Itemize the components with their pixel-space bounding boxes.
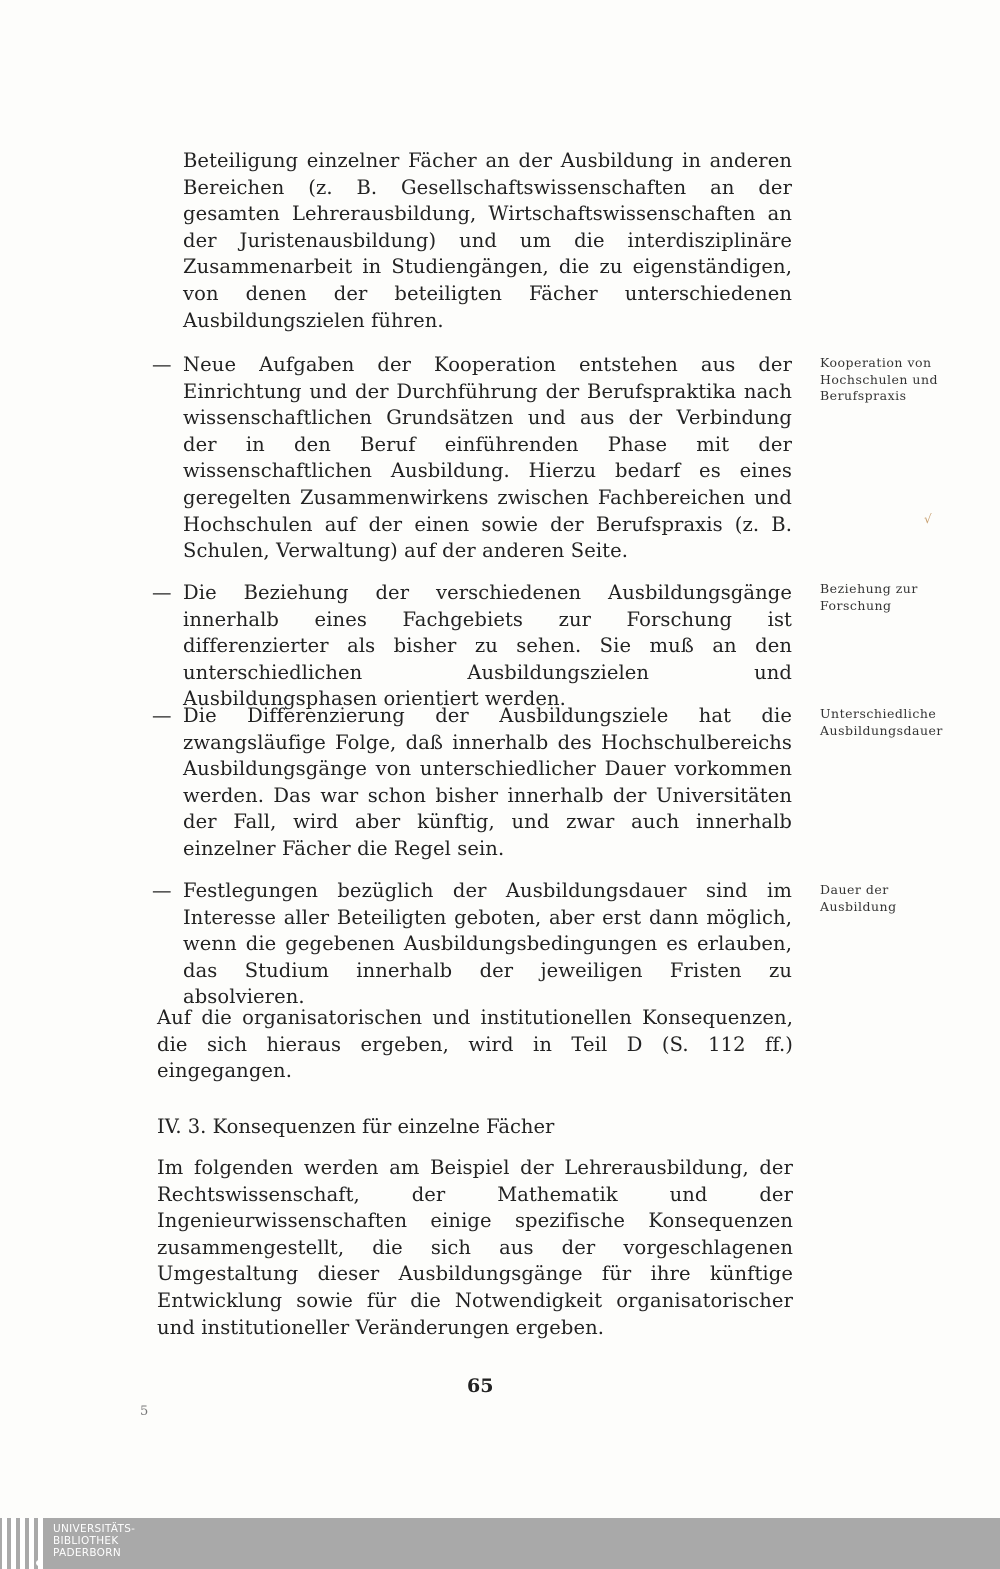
bullet-dash: —: [152, 879, 172, 902]
intro-paragraph: Beteiligung einzelner Fächer an der Ausbildung in anderen Bereichen (z. B. Gesellschaftswissenschaften an der gesamten Lehrerausbildung, Wirtschaftswissenschaften an der Juristenausbildung) und um die interdisziplinäre Zusammenarbeit in Studiengängen, die zu eigenständigen, von denen der beteiligten Fächer unterschiedenen Ausbildungszielen führen.: [183, 149, 792, 332]
closing-paragraph: Auf die organisatorischen und institutionellen Konsequenzen, die sich hieraus ergeben, wird in Teil D (S. 112 ff.) eingegangen.: [157, 1006, 793, 1083]
bullet-dash: —: [152, 704, 172, 727]
margin-note-research: Beziehung zur Forschung: [820, 581, 918, 613]
library-line-3: PADERBORN: [53, 1547, 121, 1560]
logo-dot-icon: [36, 1560, 42, 1566]
bullet-dash: —: [152, 581, 172, 604]
library-footer-bar: [0, 1518, 1000, 1569]
margin-note-duration: Unterschiedliche Ausbildungsdauer: [820, 706, 943, 738]
bullet-duration-text: Die Differenzierung der Ausbildungsziele hat die zwangsläufige Folge, daß innerhalb des Hochschulbereichs Ausbildungsgänge von unterschiedlicher Dauer vorkommen werden. Das war schon bisher innerhalb der Universitäten der Fall, wird aber künftig, und zwar auch innerhalb einzelner Fächer die Regel sein.: [183, 704, 792, 860]
bullet-cooperation-text: Neue Aufgaben der Kooperation entstehen aus der Einrichtung und der Durchführung der Berufspraktika nach wissenschaftlichen Grundsätzen und aus der Verbindung der in den Beruf einführenden Phase mit der wissenschaftlichen Ausbildung. Hierzu bedarf es eines geregelten Zusammenwirkens zwischen Fachbereichen und Hochschulen auf der einen sowie der Berufspraxis (z. B. Schulen, Verwaltung) auf der anderen Seite.: [183, 353, 792, 563]
bullet-research-text: Die Beziehung der verschiedenen Ausbildungsgänge innerhalb eines Fachgebiets zur Forschung ist differenzierter als bisher zu sehen. Sie muß an den unterschiedlichen Ausbildungszielen und Ausbildungsphasen orientiert werden.: [183, 581, 792, 711]
pencil-tick-mark: √: [924, 512, 932, 526]
library-line-2: BIBLIOTHEK: [53, 1535, 119, 1548]
margin-note-length: Dauer der Ausbildung: [820, 882, 897, 914]
margin-note-cooperation: Kooperation von Hochschulen und Berufspraxis: [820, 355, 939, 404]
section-paragraph: Im folgenden werden am Beispiel der Lehrerausbildung, der Rechtswissenschaft, der Mathematik und der Ingenieurwissenschaften einige spezifische Konsequenzen zusammengestellt, die sich aus der vorgeschlagenen Umgestaltung dieser Ausbildungsgänge für ihre künftige Entwicklung sowie für die Notwendigkeit organisatorischer und institutioneller Veränderungen ergeben.: [157, 1156, 793, 1339]
section-heading: IV. 3. Konsequenzen für einzelne Fächer: [157, 1115, 555, 1138]
library-name: [53, 1523, 135, 1560]
bullet-dash: —: [152, 353, 172, 376]
margin-mark: 5: [140, 1404, 149, 1419]
bullet-length-text: Festlegungen bezüglich der Ausbildungsdauer sind im Interesse aller Beteiligten geboten, aber erst dann möglich, wenn die gegebenen Ausbildungsbedingungen es erlauben, das Studium innerhalb der jeweiligen Fristen zu absolvieren.: [183, 879, 792, 1009]
page-number: 65: [467, 1375, 494, 1397]
library-line-1: UNIVERSITÄTS-: [53, 1523, 136, 1535]
